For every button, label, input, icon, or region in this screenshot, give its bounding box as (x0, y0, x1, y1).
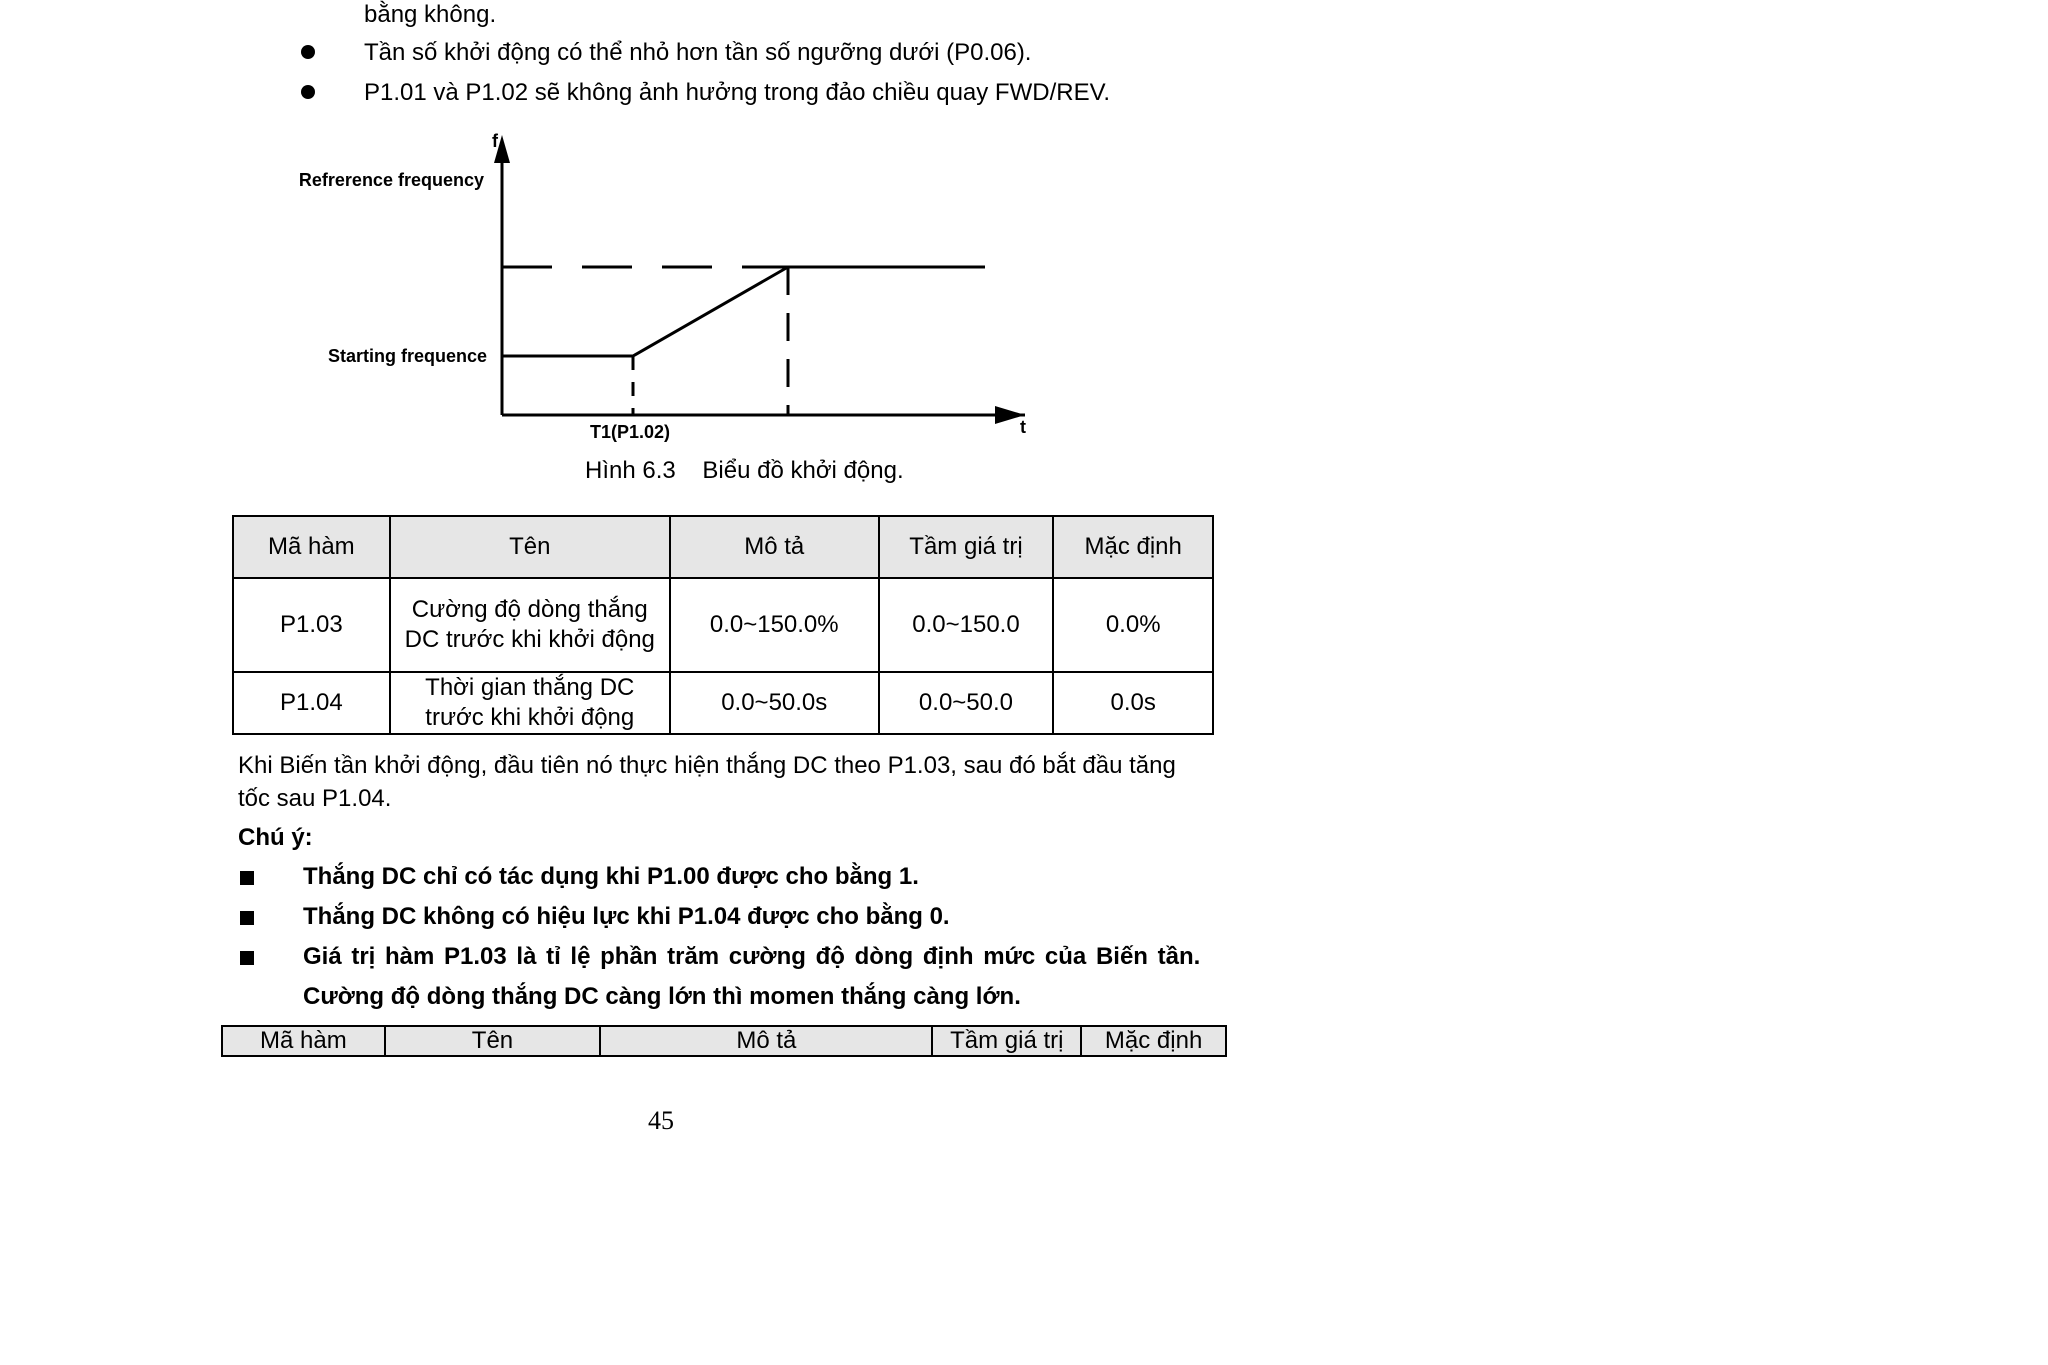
paragraph-line-1: Khi Biến tần khởi động, đầu tiên nó thực hiện thắng DC theo P1.03, sau đó bắt đầu tăng (238, 752, 1176, 779)
square-bullet (240, 871, 254, 885)
table-header-row (222, 1026, 1226, 1056)
header-name: Tên (385, 1026, 601, 1056)
reference-frequency-label: Refrerence frequency (298, 170, 484, 190)
note-1: Thắng DC chỉ có tác dụng khi P1.00 được cho bằng 1. (303, 863, 919, 890)
header-range: Tầm giá trị (932, 1026, 1081, 1056)
note-3-continued: Cường độ dòng thắng DC càng lớn thì momen thắng càng lớn. (303, 983, 1021, 1010)
paragraph-line-2: tốc sau P1.04. (238, 785, 392, 812)
bullet-dot (301, 45, 315, 59)
bullet-text-2: P1.01 và P1.02 sẽ không ảnh hưởng trong đảo chiều quay FWD/REV. (364, 79, 1111, 106)
note-title: Chú ý: (238, 824, 313, 851)
x-axis-label: t (1020, 417, 1026, 437)
figure-caption: Hình 6.3 Biểu đồ khởi động. (585, 457, 904, 484)
starting-frequency-label: Starting frequence (327, 346, 487, 366)
header-default: Mặc định (1081, 1026, 1226, 1056)
parameter-table (232, 515, 1214, 735)
header-default: Mặc định (1053, 516, 1213, 578)
header-code: Mã hàm (233, 516, 390, 578)
cell-default: 0.0s (1053, 672, 1213, 734)
cell-range: 0.0~50.0 (879, 672, 1054, 734)
note-2: Thắng DC không có hiệu lực khi P1.04 được cho bằng 0. (303, 903, 950, 930)
bullet-text-1: Tần số khởi động có thể nhỏ hơn tần số ngưỡng dưới (P0.06). (364, 39, 1032, 66)
cell-desc: 0.0~150.0% (670, 578, 879, 672)
header-range: Tầm giá trị (879, 516, 1054, 578)
table-row (233, 578, 1213, 672)
continued-line: bằng không. (364, 1, 497, 28)
t1-label: T1(P1.02) (589, 422, 671, 442)
cell-code: P1.04 (233, 672, 390, 734)
frequency-curve (502, 267, 788, 356)
square-bullet (240, 951, 254, 965)
startup-chart (280, 125, 1040, 450)
square-bullet (240, 911, 254, 925)
page-number: 45 (648, 1106, 674, 1135)
bullet-dot (301, 85, 315, 99)
note-3: Giá trị hàm P1.03 là tỉ lệ phần trăm cường độ dòng định mức của Biến tần. (303, 943, 1201, 970)
cell-name: Cường độ dòng thắng DC trước khi khởi động (390, 578, 670, 672)
cell-name: Thời gian thắng DC trước khi khởi động (390, 672, 670, 734)
header-name: Tên (390, 516, 670, 578)
header-desc: Mô tả (600, 1026, 932, 1056)
table-header-row (233, 516, 1213, 578)
table-row (233, 672, 1213, 734)
cell-desc: 0.0~50.0s (670, 672, 879, 734)
cell-code: P1.03 (233, 578, 390, 672)
parameter-table-2 (221, 1025, 1227, 1057)
header-desc: Mô tả (670, 516, 879, 578)
cell-default: 0.0% (1053, 578, 1213, 672)
header-code: Mã hàm (222, 1026, 385, 1056)
y-axis-label: f (492, 131, 498, 151)
cell-range: 0.0~150.0 (879, 578, 1054, 672)
